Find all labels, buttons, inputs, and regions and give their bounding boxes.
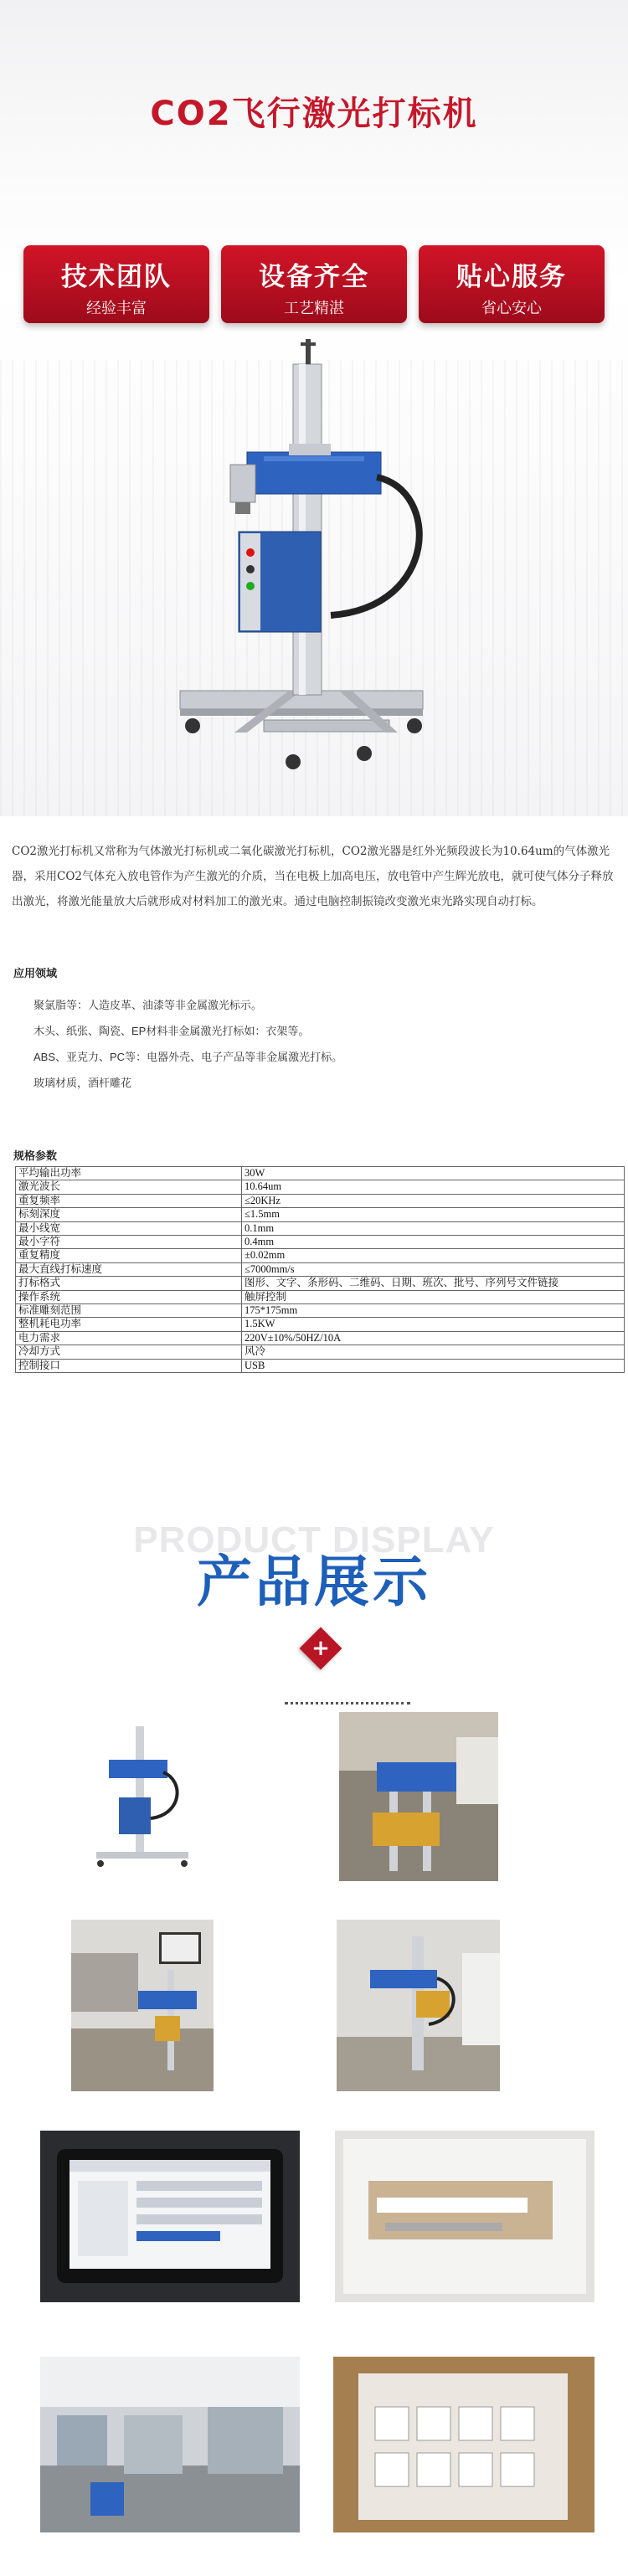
table-row xyxy=(16,1304,625,1318)
feature-title: 贴心服务 xyxy=(456,262,567,292)
spec-name: 控制接口 xyxy=(16,1359,242,1372)
table-row xyxy=(16,1180,625,1194)
spec-value: ≤20KHz xyxy=(242,1194,625,1207)
spec-name: 最小字符 xyxy=(16,1236,242,1249)
spec-name: 标刻深度 xyxy=(16,1208,242,1221)
table-row xyxy=(16,1359,625,1372)
table-row xyxy=(16,1318,625,1331)
spec-name: 操作系统 xyxy=(16,1290,242,1303)
product-photo-2 xyxy=(339,1712,498,1881)
table-row xyxy=(16,1345,625,1359)
spec-name: 最小线宽 xyxy=(16,1221,242,1235)
table-row xyxy=(16,1194,625,1207)
product-photo-3 xyxy=(71,1920,214,2091)
feature-subtitle: 省心安心 xyxy=(481,300,542,317)
spec-name: 最大直线打标速度 xyxy=(16,1262,242,1276)
spec-value: 图形、文字、条形码、二维码、日期、班次、批号、序列号文件链接 xyxy=(242,1277,625,1290)
spec-name: 打标格式 xyxy=(16,1277,242,1290)
feature-badge-service xyxy=(419,245,605,323)
spec-value: 30W xyxy=(242,1167,625,1180)
product-photo-7 xyxy=(40,2357,300,2532)
spec-value: 0.1mm xyxy=(242,1221,625,1235)
spec-value: 175*175mm xyxy=(242,1304,625,1318)
feature-subtitle: 经验丰富 xyxy=(86,300,147,317)
product-photo-1 xyxy=(84,1710,199,1883)
table-row xyxy=(16,1277,625,1290)
spec-name: 平均输出功率 xyxy=(16,1167,242,1180)
specs-heading: 规格参数 xyxy=(13,1149,58,1162)
table-row xyxy=(16,1249,625,1262)
spec-value: 风冷 xyxy=(242,1345,625,1359)
plus-icon: + xyxy=(311,1636,330,1661)
spec-name: 重复精度 xyxy=(16,1249,242,1262)
product-photo-8 xyxy=(333,2357,595,2532)
applications-heading: 应用领域 xyxy=(13,967,58,979)
spec-value: 1.5KW xyxy=(242,1318,625,1331)
feature-title: 设备齐全 xyxy=(259,262,369,292)
table-row xyxy=(16,1262,625,1276)
spec-value: ≤1.5mm xyxy=(242,1208,625,1221)
list-item: 木头、纸张、陶瓷、EP材料非金属激光打标如：衣架等。 xyxy=(33,1025,310,1037)
applications-list xyxy=(33,992,342,1096)
feature-badge-equipment xyxy=(221,245,407,323)
table-row xyxy=(16,1331,625,1345)
feature-subtitle: 工艺精湛 xyxy=(284,300,344,317)
table-row xyxy=(16,1236,625,1249)
spec-name: 激光波长 xyxy=(16,1180,242,1194)
table-row xyxy=(16,1167,625,1180)
spec-name: 整机耗电功率 xyxy=(16,1318,242,1331)
spec-name: 电力需求 xyxy=(16,1331,242,1345)
spec-value: 220V±10%/50HZ/10A xyxy=(242,1331,625,1345)
machine-image xyxy=(163,339,440,774)
spec-value: 10.64um xyxy=(242,1180,625,1194)
product-photo-4 xyxy=(337,1920,500,2091)
display-title: 产品展示 xyxy=(197,1550,431,1614)
spec-name: 标准雕刻范围 xyxy=(16,1304,242,1318)
list-item: 玻璃材质，酒杆雕花 xyxy=(33,1077,132,1089)
table-row xyxy=(16,1208,625,1221)
feature-title: 技术团队 xyxy=(61,262,172,292)
table-row xyxy=(16,1290,625,1303)
spec-value: ±0.02mm xyxy=(242,1249,625,1262)
product-photo-6 xyxy=(335,2131,595,2302)
list-item: 聚氯脂等：人造皮革、油漆等非金属激光标示。 xyxy=(33,999,263,1011)
spec-name: 冷却方式 xyxy=(16,1345,242,1359)
spec-name: 重复频率 xyxy=(16,1194,242,1207)
spec-value: 0.4mm xyxy=(242,1236,625,1249)
product-photo-5 xyxy=(40,2131,300,2302)
spec-table xyxy=(15,1166,625,1373)
divider xyxy=(285,1702,410,1704)
spec-value: 触屏控制 xyxy=(242,1290,625,1303)
list-item: ABS、亚克力、PC等：电器外壳、电子产品等非金属激光打标。 xyxy=(33,1051,343,1063)
page-title: CO2飞行激光打标机 xyxy=(150,95,478,133)
spec-value: ≤7000mm/s xyxy=(242,1262,625,1276)
feature-badge-team xyxy=(23,245,209,323)
spec-value: USB xyxy=(242,1359,625,1372)
product-description: CO2激光打标机又常称为气体激光打标机或二氧化碳激光打标机，CO2激光器是红外光频段波长为10.64um的气体激光器，采用CO2气体充入放电管作为产生激光的介质，当在电极上加高电压，放电管中产生辉光放电，就可使气体分子释放出激光，将激光能量放大后就形成对材料加工的激光束。通过电脑控制振镜改变激光束光路实现自动打标。 xyxy=(12,845,614,908)
table-row xyxy=(16,1221,625,1235)
display-watermark: PRODUCT DISPLAY xyxy=(133,1519,495,1561)
